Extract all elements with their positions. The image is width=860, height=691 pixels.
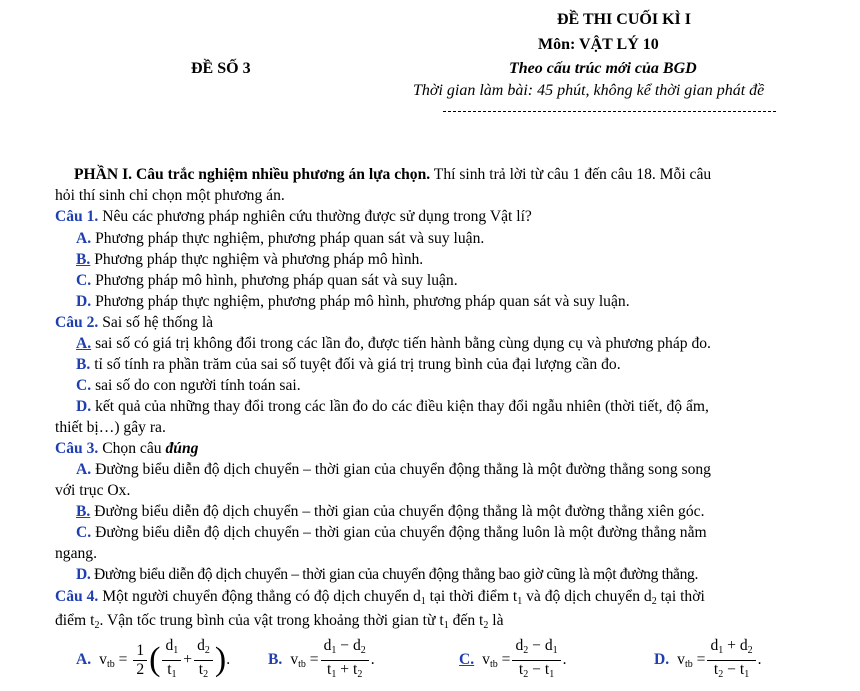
option-key: B. <box>76 356 91 373</box>
exam-number: ĐỀ SỐ 3 <box>191 60 251 77</box>
option-text: Đường biểu diễn độ dịch chuyển – thời gian của chuyển động thẳng bao giờ cũng là một đường thẳng. <box>90 566 699 583</box>
option-key: C. <box>76 272 92 289</box>
q4-text: tại thời <box>656 588 705 605</box>
option-text: Phương pháp thực nghiệm và phương pháp mô hình. <box>90 251 424 268</box>
q4-option-b: B. $v_{tb}$ = $\frac{d_1 - d_2}{t_1 + t_2}$ . <box>268 638 375 682</box>
formula-fraction: $\frac{d_1}{t_1}$ <box>162 637 181 684</box>
formula-fraction: $\frac{d_1 - d_2}{t_1 + t_2}$ <box>321 637 369 684</box>
question-3 <box>55 439 198 459</box>
q3-option-a-cont: với trục Ox. <box>55 482 131 499</box>
option-text: sai số do con người tính toán sai. <box>91 377 301 394</box>
question-3-text: Chọn câu <box>98 440 166 457</box>
option-text: Đường biểu diễn độ dịch chuyển – thời gian của chuyển động thẳng là một đường thẳng song song <box>91 461 711 478</box>
q2-option-b <box>76 355 621 375</box>
header-divider <box>443 111 776 112</box>
option-text: tỉ số tính ra phần trăm của sai số tuyệt đối và giá trị trung bình của đại lượng cần đo. <box>90 356 621 373</box>
option-key: B. <box>76 251 91 268</box>
part-heading-line <box>74 165 711 185</box>
q4-text: . Vận tốc trung bình của vật trong khoảng thời gian từ <box>99 612 440 629</box>
formula-fraction: $\frac{d_2}{t_2}$ <box>194 637 213 684</box>
exam-subject: Môn: VẬT LÝ 10 <box>538 36 659 53</box>
q2-option-d-cont: thiết bị…) gây ra. <box>55 419 166 436</box>
formula-fraction: $\frac{d_2 - d_1}{t_2 - t_1}$ <box>512 637 560 684</box>
q4-text: đến <box>448 612 480 629</box>
q3-option-d <box>76 565 698 585</box>
option-text: Đường biểu diễn độ dịch chuyển – thời gian của chuyển động thẳng là một đường thẳng xiên góc. <box>90 503 705 520</box>
option-key: D. <box>654 651 670 668</box>
part-heading: PHẦN I. Câu trắc nghiệm nhiều phương án lựa chọn. <box>74 166 431 183</box>
q1-option-d <box>76 292 630 312</box>
option-text: Phương pháp thực nghiệm, phương pháp mô hình, phương pháp quan sát và suy luận. <box>91 293 630 310</box>
q3-option-a <box>76 460 711 480</box>
question-4-line2: điểm $t_2$. Vận tốc trung bình của vật trong khoảng thời gian từ $t_1$ đến $t_2$ là <box>55 612 504 631</box>
option-key: A. <box>76 461 92 478</box>
question-1-text: Nêu các phương pháp nghiên cứu thường được sử dụng trong Vật lí? <box>98 208 532 225</box>
question-2-text: Sai số hệ thống là <box>98 314 214 331</box>
option-text: Phương pháp mô hình, phương pháp quan sát và suy luận. <box>91 272 458 289</box>
q4-option-d: D. $v_{tb}$ = $\frac{d_1 + d_2}{t_2 - t_1}$ . <box>654 638 762 682</box>
option-key: A. <box>76 335 92 352</box>
q1-option-b <box>76 250 423 270</box>
q4-text: và độ dịch chuyển <box>522 588 644 605</box>
q4-text: điểm <box>55 612 91 629</box>
option-key: D. <box>76 293 92 310</box>
q2-option-d <box>76 397 709 417</box>
option-key: A. <box>76 230 92 247</box>
formula-fraction: $\frac{1}{2}$ <box>133 642 147 679</box>
q2-option-c <box>76 376 301 396</box>
question-3-label: Câu 3. <box>55 440 99 457</box>
question-1 <box>55 207 532 227</box>
q4-option-c: C. $v_{tb}$ = $\frac{d_2 - d_1}{t_2 - t_1}$ . <box>459 638 567 682</box>
option-key: C. <box>76 524 92 541</box>
q4-text: tại thời điểm <box>425 588 513 605</box>
exam-title: ĐỀ THI CUỐI KÌ I <box>557 11 691 28</box>
q4-option-a: A. $v_{tb}$ = $\frac{1}{2}$ ( $\frac{d_1}{t_1}$ + $\frac{d_2}{t_2}$ ) . <box>76 638 230 682</box>
q1-option-c <box>76 271 458 291</box>
question-4: Câu 4. Một người chuyển động thẳng có độ dịch chuyển $d_1$ tại thời điểm $t_1$ và độ dịch chuyển $d_2$ tại thời <box>55 588 705 607</box>
question-2-label: Câu 2. <box>55 314 99 331</box>
option-key: C. <box>459 651 475 668</box>
option-key: A. <box>76 651 92 668</box>
option-key: D. <box>76 566 91 583</box>
q1-option-a <box>76 229 484 249</box>
q4-text: là <box>488 612 504 629</box>
exam-time: Thời gian làm bài: 45 phút, không kể thời gian phát đề <box>413 82 765 99</box>
formula-fraction: $\frac{d_1 + d_2}{t_2 - t_1}$ <box>707 637 755 684</box>
q3-option-c <box>76 523 707 543</box>
part-intro-line2: hỏi thí sinh chỉ chọn một phương án. <box>55 187 285 204</box>
option-key: D. <box>76 398 92 415</box>
question-3-emphasis: đúng <box>165 440 199 457</box>
question-1-label: Câu 1. <box>55 208 99 225</box>
option-text: Phương pháp thực nghiệm, phương pháp quan sát và suy luận. <box>91 230 485 247</box>
part-intro-1: Thí sinh trả lời từ câu 1 đến câu 18. Mỗi câu <box>430 166 712 183</box>
q3-option-c-cont: ngang. <box>55 545 98 562</box>
question-4-label: Câu 4. <box>55 588 99 605</box>
option-text: kết quả của những thay đổi trong các lần đo do các điều kiện thay đổi ngẫu nhiên (thời tiết, độ ẩm, <box>91 398 709 415</box>
q4-text: Một người chuyển động thẳng có độ dịch chuyển <box>98 588 413 605</box>
q2-option-a <box>76 334 711 354</box>
option-key: B. <box>268 651 283 668</box>
option-key: C. <box>76 377 92 394</box>
option-key: B. <box>76 503 91 520</box>
option-text: Đường biểu diễn độ dịch chuyển – thời gian của chuyển động thẳng luôn là một đường thẳng nằm <box>91 524 707 541</box>
question-2 <box>55 313 213 333</box>
q3-option-b <box>76 502 704 522</box>
exam-structure: Theo cấu trúc mới của BGD <box>509 60 697 77</box>
option-text: sai số có giá trị không đổi trong các lần đo, được tiến hành bằng cùng dụng cụ và phương pháp đo. <box>91 335 711 352</box>
